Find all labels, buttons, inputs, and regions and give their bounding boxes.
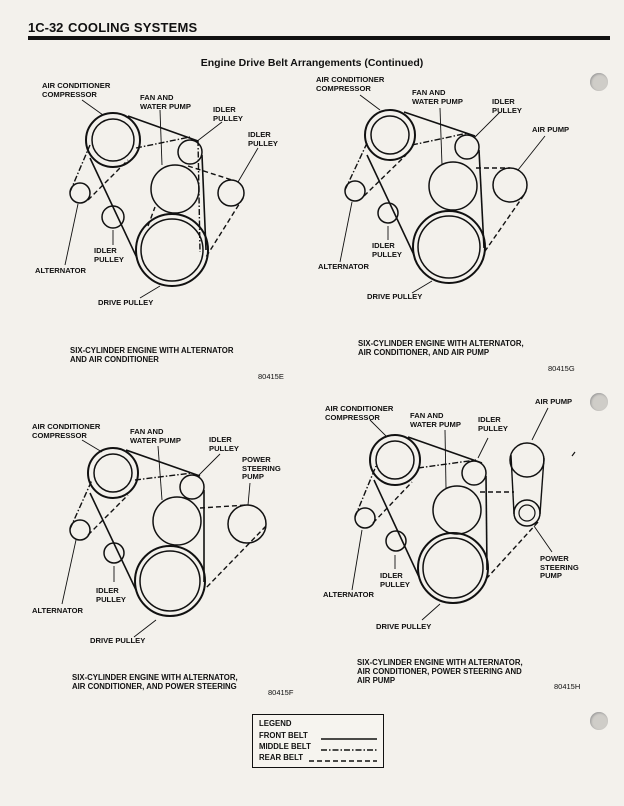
label-alternator: ALTERNATOR [35,266,87,275]
legend-box [252,714,384,768]
label-idler-pulley-1: IDLER PULLEY [478,415,508,433]
label-idler-pulley-1: IDLER PULLEY [213,105,243,123]
label-air-pump: AIR PUMP [535,397,573,406]
label-idler-pulley-3: IDLER PULLEY [372,241,402,259]
page-title: Engine Drive Belt Arrangements (Continued) [200,57,424,69]
label-power-steering-pump: POWER STEERING PUMP [242,455,281,482]
caption: SIX-CYLINDER ENGINE WITH ALTERNATOR, AIR CONDITIONER, AND AIR PUMP [358,339,524,358]
label-idler-pulley-3: IDLER PULLEY [96,586,126,604]
label-idler-pulley-1: IDLER PULLEY [492,97,522,115]
label-drive-pulley: DRIVE PULLEY [376,622,432,631]
caption: SIX-CYLINDER ENGINE WITH ALTERNATOR AND AIR CONDITIONER [70,346,234,365]
figure-number: 80415E [258,372,284,381]
label-alternator: ALTERNATOR [318,262,370,271]
drive-pulley [418,533,488,603]
label-fan-water-pump: FAN AND WATER PUMP [130,427,181,445]
label-idler-pulley-1: IDLER PULLEY [209,435,239,453]
figure-number: 80415G [548,364,575,373]
figure-number: 80415F [268,688,294,697]
section-title: COOLING SYSTEMS [68,20,198,35]
ac-compressor-pulley [370,435,420,485]
label-air-pump: AIR PUMP [532,125,570,134]
label-fan-water-pump: FAN AND WATER PUMP [412,88,463,106]
fan-water-pump-pulley [433,486,481,534]
figure-number: 80415H [554,682,581,691]
legend-rear-belt: REAR BELT [259,753,304,762]
label-ac-compressor: AIR CONDITIONER COMPRESSOR [32,422,101,440]
air-pump-pulley [510,443,544,477]
caption: SIX-CYLINDER ENGINE WITH ALTERNATOR, AIR CONDITIONER, POWER STEERING AND AIR PUMP [357,658,523,686]
label-fan-water-pump: FAN AND WATER PUMP [410,411,461,429]
label-ac-compressor: AIR CONDITIONER COMPRESSOR [325,404,394,422]
caption: SIX-CYLINDER ENGINE WITH ALTERNATOR, AIR CONDITIONER, AND POWER STEERING [72,673,238,692]
label-ac-compressor: AIR CONDITIONER COMPRESSOR [316,75,385,93]
idler-pulley-upper [462,461,486,485]
label-idler-pulley-3: IDLER PULLEY [380,571,410,589]
label-idler-pulley-2: IDLER PULLEY [248,130,278,148]
alternator-pulley [355,508,375,528]
legend-front-belt: FRONT BELT [259,731,308,740]
label-drive-pulley: DRIVE PULLEY [98,298,154,307]
label-alternator: ALTERNATOR [32,606,84,615]
legend-title: LEGEND [259,719,292,728]
label-alternator: ALTERNATOR [323,590,375,599]
label-ac-compressor: AIR CONDITIONER COMPRESSOR [42,81,111,99]
section-code: 1C-32 [28,20,64,35]
label-drive-pulley: DRIVE PULLEY [367,292,423,301]
label-fan-water-pump: FAN AND WATER PUMP [140,93,191,111]
label-power-steering-pump: POWER STEERING PUMP [540,554,579,581]
label-idler-pulley-3: IDLER PULLEY [94,246,124,264]
label-drive-pulley: DRIVE PULLEY [90,636,146,645]
power-steering-pump-pulley [514,500,540,526]
legend-middle-belt: MIDDLE BELT [259,742,311,751]
